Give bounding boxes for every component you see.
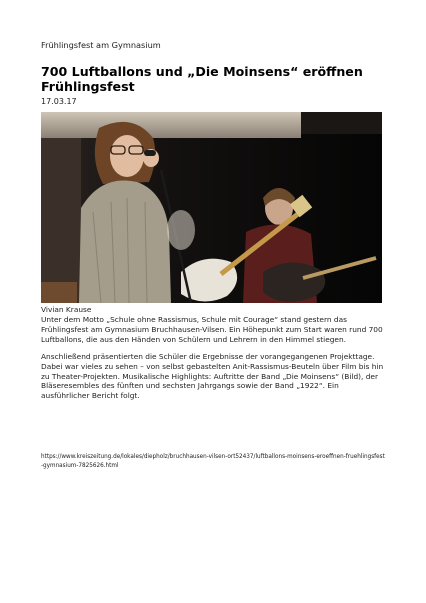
article-paragraph: Unter dem Motto „Schule ohne Rassismus, Schule mit Courage“ stand gestern das Frühlingsfest am Gymnasium Bruchhausen-Vilsen. Ein Höhepunkt zum Start waren rund 700 Luftballons, die aus den Händen von Schülern und Lehrern in den Himmel stiegen. <box>41 315 383 344</box>
article-kicker: Frühlingsfest am Gymnasium <box>41 40 161 50</box>
article-paragraph: Anschließend präsentierten die Schüler die Ergebnisse der vorangegangenen Projekttage. Dabei war vieles zu sehen – von selbst gebastelten Anit-Rassismus-Beuteln über Film bis hin zu Theater-Projekten. Musikalische Highlights: Auftritte der Band „Die Moinsens“ (Bild), der Bläseresembles des fünften und sechsten Jahrgangs sowie der Band „1922“. Ein ausführlicher Bericht folgt. <box>41 352 384 401</box>
photo-caption: Vivian Krause <box>41 305 92 314</box>
source-url: https://www.kreiszeitung.de/lokales/diepholz/bruchhausen-vilsen-ort52437/luftballons-moinsens-eroeffnen-fruehlingsfest-gymnasium-7825626.html <box>41 454 385 470</box>
band-performance-photo <box>41 112 382 303</box>
article-date: 17.03.17 <box>41 97 77 106</box>
article-photo <box>41 112 382 303</box>
article-headline: 700 Luftballons und „Die Moinsens“ eröffnen Frühlingsfest <box>41 64 363 94</box>
